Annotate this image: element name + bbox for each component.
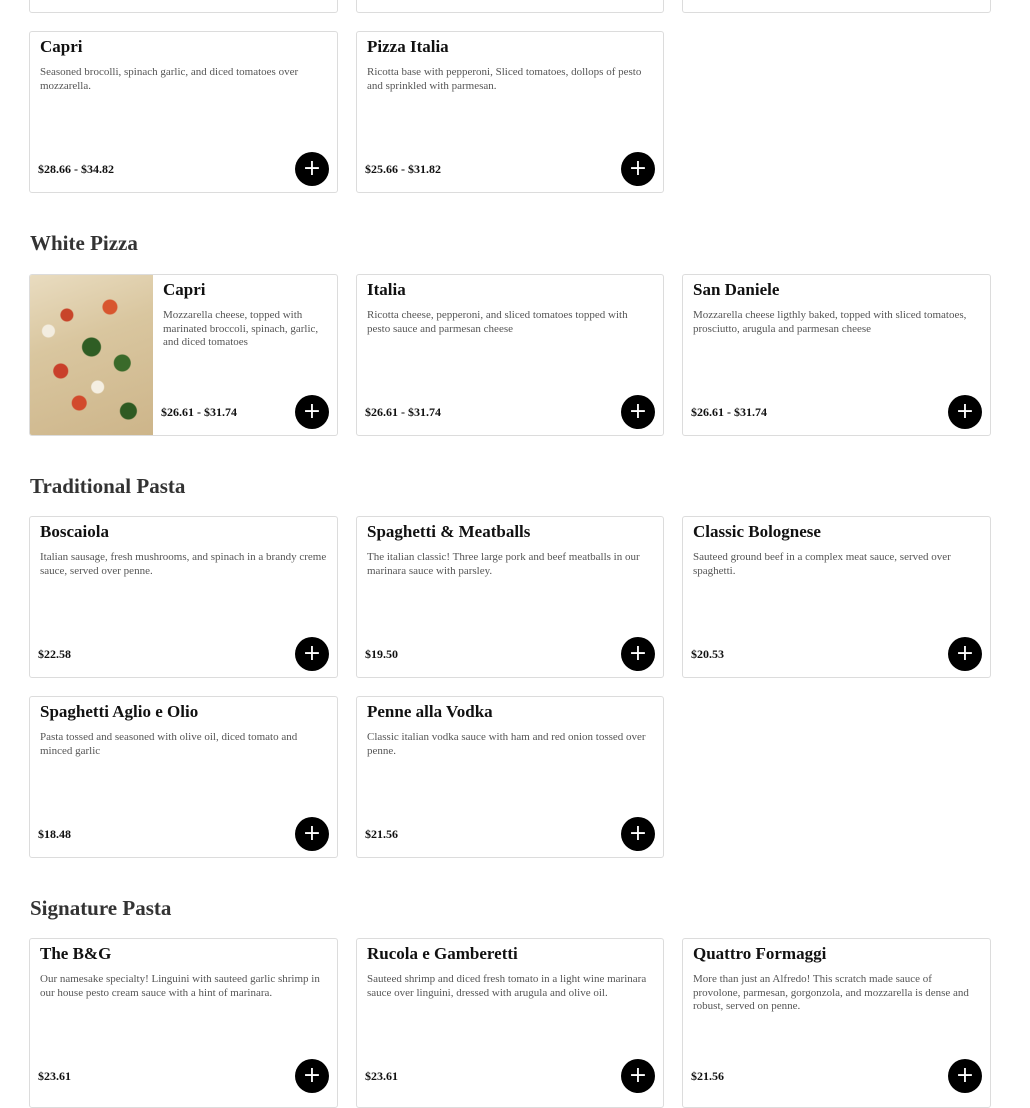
menu-item-card[interactable] [29,274,338,436]
add-item-button[interactable]: + [295,395,329,429]
menu-item-price: $26.61 - $31.74 [365,405,441,419]
menu-item-name: Capri [163,280,206,299]
menu-item-description: Seasoned brocolli, spinach garlic, and diced tomatoes over mozzarella. [40,66,299,92]
menu-item-card[interactable] [356,516,664,678]
menu-item-card[interactable] [682,274,991,436]
section-title-traditional-pasta: Traditional Pasta [30,474,186,498]
menu-item-price: $20.53 [691,647,724,661]
add-item-button[interactable]: + [621,1059,655,1093]
menu-item-name: Boscaiola [40,522,109,541]
menu-item-price: $26.61 - $31.74 [161,405,237,419]
menu-item-name: Pizza Italia [367,37,449,56]
menu-item-card[interactable] [682,938,991,1108]
menu-item-name: Spaghetti & Meatballs [367,522,531,541]
add-item-button[interactable]: + [621,637,655,671]
add-item-button[interactable]: + [621,152,655,186]
add-item-button[interactable]: + [295,1059,329,1093]
menu-item-price: $25.66 - $31.82 [365,162,441,176]
menu-item-description: The italian classic! Three large pork and beef meatballs in our marinara sauce with parsley. [367,551,640,577]
menu-item-description: More than just an Alfredo! This scratch made sauce of provolone, parmesan, gorgonzola, and mozzarella is dense and robust, served on penne. [693,973,969,1012]
menu-item-price: $26.61 - $31.74 [691,405,767,419]
menu-item-name: Classic Bolognese [693,522,821,541]
menu-item-price: $21.56 [691,1069,724,1083]
menu-item-card[interactable] [356,274,664,436]
menu-item-description: Our namesake specialty! Linguini with sauteed garlic shrimp in our house pesto cream sauce with a hint of marinara. [40,973,320,999]
menu-item-name: Rucola e Gamberetti [367,944,518,963]
menu-item-price: $23.61 [365,1069,398,1083]
menu-item-card[interactable] [29,0,338,13]
menu-item-description: Mozzarella cheese ligthly baked, topped with sliced tomatoes, prosciutto, arugula and parmesan cheese [693,309,967,335]
menu-item-description: Sauteed ground beef in a complex meat sauce, served over spaghetti. [693,551,951,577]
menu-item-name: Italia [367,280,406,299]
add-item-button[interactable]: + [621,395,655,429]
menu-item-price: $18.48 [38,827,71,841]
menu-item-price: $19.50 [365,647,398,661]
add-item-button[interactable]: + [621,817,655,851]
menu-item-name: Spaghetti Aglio e Olio [40,702,199,721]
menu-item-card[interactable] [682,516,991,678]
menu-item-name: Penne alla Vodka [367,702,493,721]
add-item-button[interactable]: + [948,395,982,429]
menu-item-card[interactable] [29,696,338,858]
add-item-button[interactable]: + [295,637,329,671]
menu-item-name: Capri [40,37,83,56]
add-item-button[interactable]: + [948,1059,982,1093]
add-item-button[interactable]: + [948,637,982,671]
menu-item-card[interactable] [356,31,664,193]
menu-item-card[interactable] [29,31,338,193]
menu-item-price: $21.56 [365,827,398,841]
pizza-photo [30,275,153,435]
menu-item-card[interactable] [356,696,664,858]
menu-item-price: $28.66 - $34.82 [38,162,114,176]
menu-item-card[interactable] [356,0,664,13]
section-title-signature-pasta: Signature Pasta [30,896,172,920]
menu-item-card[interactable] [356,938,664,1108]
menu-item-description: Mozzarella cheese, topped with marinated broccoli, spinach, garlic, and diced tomatoes [163,309,319,348]
menu-item-name: San Daniele [693,280,780,299]
menu-item-price: $23.61 [38,1069,71,1083]
add-item-button[interactable]: + [295,817,329,851]
menu-item-description: Ricotta cheese, pepperoni, and sliced tomatoes topped with pesto sauce and parmesan cheese [367,309,628,335]
menu-item-description: Sauteed shrimp and diced fresh tomato in a light wine marinara sauce over linguini, dressed with arugula and olive oil. [367,973,647,999]
menu-item-description: Italian sausage, fresh mushrooms, and spinach in a brandy creme sauce, served over penne. [40,551,327,577]
menu-item-card[interactable] [682,0,991,13]
menu-item-description: Pasta tossed and seasoned with olive oil, diced tomato and minced garlic [40,731,298,757]
menu-item-price: $22.58 [38,647,71,661]
menu-item-card[interactable] [29,516,338,678]
add-item-button[interactable]: + [295,152,329,186]
section-title-white-pizza: White Pizza [30,231,138,255]
menu-item-name: Quattro Formaggi [693,944,827,963]
menu-item-description: Ricotta base with pepperoni, Sliced tomatoes, dollops of pesto and sprinkled with parmesan. [367,66,642,92]
menu-item-card[interactable] [29,938,338,1108]
menu-item-name: The B&G [40,944,112,963]
menu-item-description: Classic italian vodka sauce with ham and red onion tossed over penne. [367,731,646,757]
